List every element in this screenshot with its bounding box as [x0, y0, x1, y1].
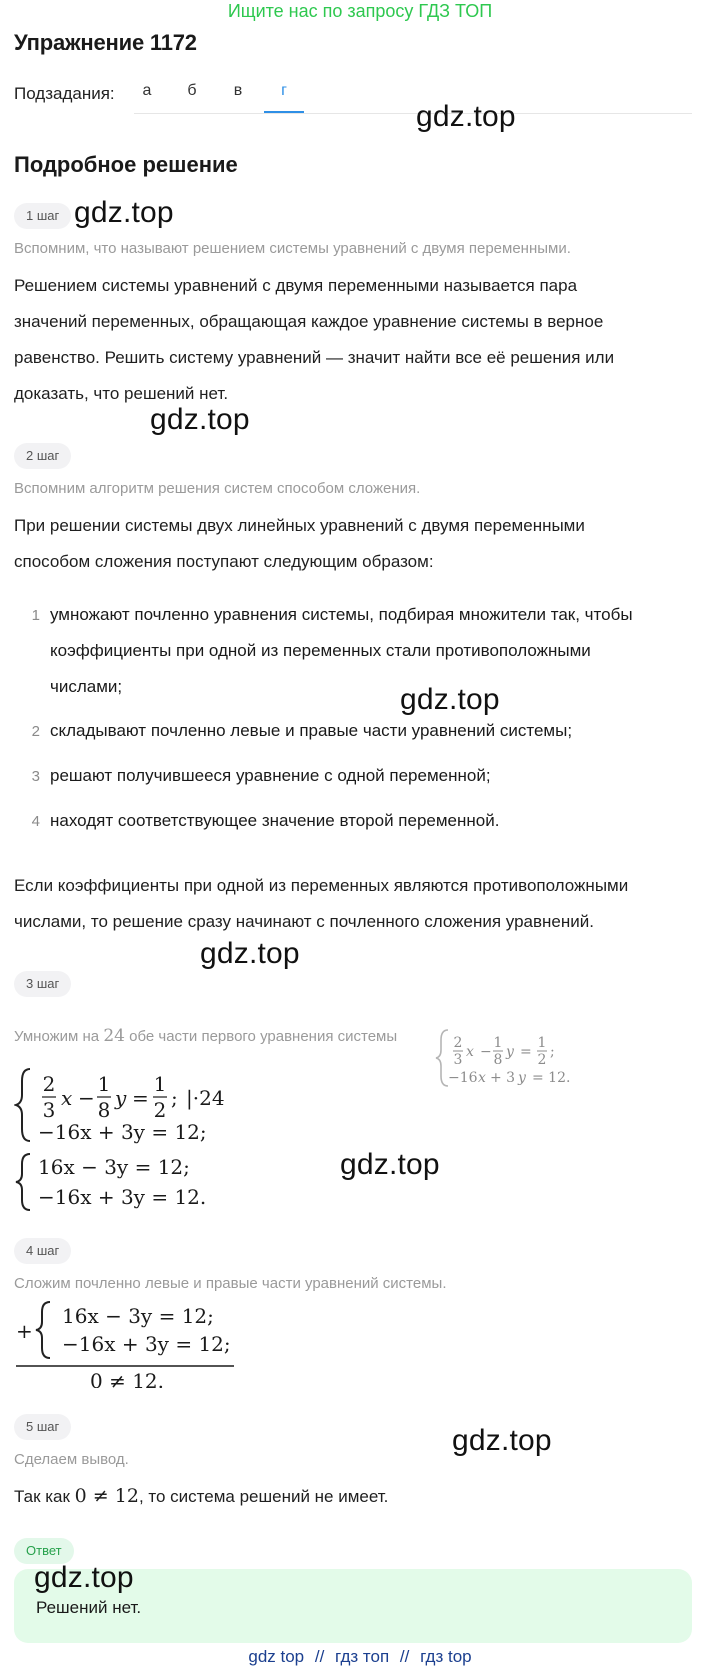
text-line: равенство. Решить систему уравнений — значит найти все её решения или [14, 348, 615, 367]
addition-eq-2: −16x + 3y = 12; [62, 1332, 231, 1356]
text-prefix: Так как [14, 1487, 75, 1506]
list-item [50, 597, 700, 705]
system-eq-2: −16x + 3y = 12. [38, 1185, 207, 1209]
addition-eq-1: 16x − 3y = 12; [62, 1304, 214, 1328]
svg-text:1: 1 [153, 1072, 167, 1096]
subtask-tab-v[interactable]: в [233, 82, 243, 99]
svg-text:;: ; [171, 1086, 178, 1110]
svg-text:2: 2 [153, 1098, 167, 1122]
text-math: 0 ≠ 12 [74, 1485, 139, 1507]
svg-text:2: 2 [453, 1035, 463, 1051]
subtasks-label: Подзадания: [14, 84, 115, 103]
answer-text: Решений нет. [36, 1598, 142, 1617]
system-multiplied [14, 1150, 254, 1214]
text-line: Если коэффициенты при одной из переменных являются противоположными [14, 876, 629, 895]
text-line: способом сложения поступают следующим образом: [14, 552, 434, 571]
page-title: Упражнение 1172 [14, 30, 197, 55]
watermark: gdz.top [452, 1424, 552, 1457]
svg-text:2: 2 [42, 1072, 56, 1096]
subtask-tab-b[interactable]: б [187, 82, 197, 99]
svg-text:3: 3 [42, 1098, 56, 1122]
step-1-hint: Вспомним, что называют решением системы уравнений с двумя переменными. [14, 240, 571, 257]
watermark: gdz.top [400, 683, 500, 716]
system-eq-2: −16x + 3y = 12; [38, 1120, 207, 1144]
system-addition [12, 1298, 252, 1388]
list-number: 1 [31, 607, 40, 624]
list-number: 4 [31, 813, 40, 830]
footer-links [0, 1647, 720, 1667]
svg-text:y: y [506, 1044, 514, 1060]
text-line: значений переменных, обращающая каждое уравнение системы в верное [14, 312, 604, 331]
svg-text:y: y [115, 1086, 127, 1110]
svg-text:x: x [61, 1086, 73, 1110]
hint-suffix: обе части первого уравнения системы [124, 1028, 398, 1045]
text-line: доказать, что решений нет. [14, 384, 229, 403]
watermark: gdz.top [34, 1561, 134, 1594]
text-line: складывают почленно левые и правые части уравнений системы; [50, 721, 573, 740]
svg-text:x: x [478, 1070, 486, 1086]
watermark: gdz.top [340, 1148, 440, 1181]
text-line: числами; [50, 677, 123, 696]
svg-text:1: 1 [537, 1035, 547, 1051]
svg-text:= 12.: = 12. [532, 1070, 571, 1086]
watermark: gdz.top [74, 196, 174, 229]
svg-text:=: = [520, 1044, 532, 1060]
svg-text:+ 3: + 3 [490, 1070, 516, 1086]
list-item [50, 803, 700, 839]
svg-text:y: y [518, 1070, 526, 1086]
text-line: Решением системы уравнений с двумя переменными называется пара [14, 276, 578, 295]
svg-text:−: − [78, 1086, 95, 1110]
svg-text:;: ; [550, 1044, 555, 1060]
text-line: умножают почленно уравнения системы, подбирая множители так, чтобы [50, 605, 633, 624]
system-fractions [14, 1065, 254, 1145]
step-4-hint: Сложим почленно левые и правые части уравнений системы. [14, 1275, 447, 1292]
subtasks-tabs [134, 76, 692, 114]
step-2-after-text [14, 868, 694, 940]
svg-text:8: 8 [493, 1052, 503, 1068]
list-number: 3 [31, 768, 40, 785]
step-5-text [14, 1478, 694, 1515]
footer-separator: // [399, 1647, 410, 1666]
step-1-chip: 1 шаг [14, 203, 71, 229]
svg-text:8: 8 [97, 1098, 111, 1122]
watermark: gdz.top [150, 403, 250, 436]
list-number: 2 [31, 723, 40, 740]
inline-system [434, 1026, 614, 1090]
step-3-chip: 3 шаг [14, 971, 71, 997]
step-2-text [14, 508, 694, 580]
step-1-text [14, 268, 694, 412]
footer-link[interactable]: gdz top [248, 1647, 305, 1666]
footer-link[interactable]: гдз top [420, 1647, 472, 1666]
hint-number: 24 [103, 1026, 125, 1046]
svg-text:1: 1 [97, 1072, 111, 1096]
hint-prefix: Умножим на [14, 1028, 104, 1045]
list-item [50, 713, 700, 749]
svg-text:+: + [16, 1319, 33, 1343]
subtask-tab-a[interactable]: а [142, 82, 152, 99]
watermark: gdz.top [200, 937, 300, 970]
answer-chip: Ответ [14, 1538, 74, 1564]
text-line: При решении системы двух линейных уравнений с двумя переменными [14, 516, 585, 535]
section-heading: Подробное решение [14, 152, 238, 177]
svg-text:−: − [480, 1044, 492, 1060]
step-5-chip: 5 шаг [14, 1414, 71, 1440]
footer-separator: // [314, 1647, 325, 1666]
list-item [50, 758, 700, 794]
svg-text:3: 3 [453, 1052, 463, 1068]
text-suffix: , то система решений не имеет. [138, 1487, 389, 1506]
svg-text:=: = [132, 1086, 149, 1110]
system-eq-1: 16x − 3y = 12; [38, 1155, 190, 1179]
step-5-hint: Сделаем вывод. [14, 1451, 129, 1468]
step-4-chip: 4 шаг [14, 1238, 71, 1264]
multiplier-label: |·24 [186, 1086, 225, 1110]
step-3-hint [14, 1026, 397, 1046]
watermark: gdz.top [416, 100, 516, 133]
svg-text:2: 2 [537, 1052, 547, 1068]
svg-text:1: 1 [493, 1035, 503, 1051]
step-2-hint: Вспомним алгоритм решения систем способом сложения. [14, 480, 421, 497]
promo-banner[interactable]: Ищите нас по запросу ГДЗ ТОП [227, 1, 493, 21]
text-line: решают получившееся уравнение с одной переменной; [50, 766, 491, 785]
text-line: числами, то решение сразу начинают с почленного сложения уравнений. [14, 912, 594, 931]
addition-result: 0 ≠ 12. [90, 1369, 165, 1388]
text-line: находят соответствующее значение второй переменной. [50, 811, 500, 830]
subtask-tab-g[interactable]: г [264, 82, 304, 113]
svg-text:−16: −16 [448, 1070, 478, 1086]
text-line: коэффициенты при одной из переменных стали противоположными [50, 641, 591, 660]
footer-link[interactable]: гдз топ [335, 1647, 390, 1666]
step-2-chip: 2 шаг [14, 443, 71, 469]
svg-text:x: x [466, 1044, 474, 1060]
